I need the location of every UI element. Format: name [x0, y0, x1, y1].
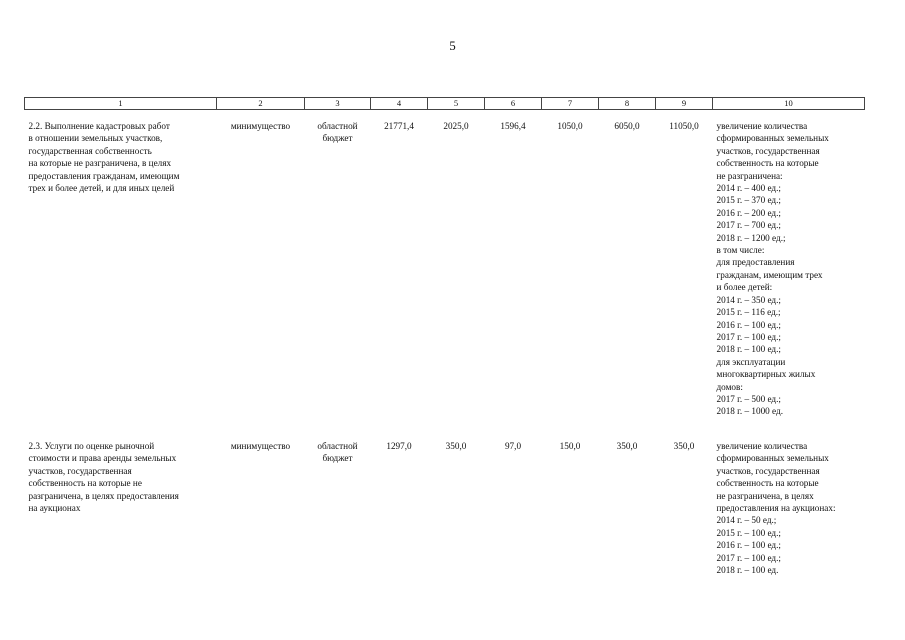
year-2014-cell: 350,0: [445, 441, 467, 451]
column-header-5: 5: [428, 98, 485, 110]
result-line: участков, государственная: [716, 145, 820, 156]
result-line: не разграничена, в целях: [716, 490, 814, 501]
measure-name-line: предоставления гражданам, имеющим: [28, 170, 180, 181]
measure-name-line: на которые не разграничена, в целях: [28, 158, 172, 169]
result-line: 2015 г. – 100 ед.;: [716, 527, 781, 538]
column-header-8: 8: [599, 98, 656, 110]
funding-source-line: бюджет: [322, 453, 353, 464]
result-line: предоставления на аукционах:: [716, 503, 836, 514]
year-2018-cell: 350,0: [673, 441, 695, 451]
measure-name-line: участков, государственная: [28, 465, 132, 476]
year-2015-cell: 1596,4: [500, 121, 526, 131]
result-line: 2016 г. – 100 ед.;: [716, 319, 781, 330]
column-header-2: 2: [217, 98, 305, 110]
measure-name-cell: [25, 430, 217, 576]
result-line: увеличение количества: [716, 441, 808, 451]
measure-name-line: разграничена, в целях предоставления: [28, 490, 179, 501]
column-header-9: 9: [656, 98, 713, 110]
total-cell: 1297,0: [386, 441, 412, 451]
result-line: сформированных земельных: [716, 133, 829, 144]
result-line: увеличение количества: [716, 121, 808, 131]
year-2016-cell: 1050,0: [557, 121, 583, 131]
result-line: сформированных земельных: [716, 453, 829, 464]
result-line: собственность на которые: [716, 158, 819, 169]
result-line: 2017 г. – 700 ед.;: [716, 220, 781, 231]
column-header-10: 10: [713, 98, 865, 110]
table-row: [25, 110, 865, 431]
result-line: 2017 г. – 100 ед.;: [716, 331, 781, 342]
page-number: 5: [449, 38, 456, 53]
result-line: для эксплуатации: [716, 356, 786, 367]
result-line: собственность на которые: [716, 478, 819, 489]
result-line: 2017 г. – 100 ед.;: [716, 552, 781, 563]
total-cell: 21771,4: [384, 121, 414, 131]
executor-cell: минимущество: [230, 121, 291, 131]
result-line: 2015 г. – 116 ед.;: [716, 307, 781, 318]
executor-cell: минимущество: [230, 441, 291, 451]
result-line: 2017 г. – 500 ед.;: [716, 393, 781, 404]
result-line: и более детей:: [716, 282, 773, 293]
funding-source-cell: [305, 430, 371, 576]
table-header: [25, 98, 865, 110]
result-line: для предоставления: [716, 257, 795, 268]
measure-name-line: в отношении земельных участков,: [28, 133, 163, 144]
result-line: не разграничена:: [716, 170, 783, 181]
program-table: [24, 97, 865, 576]
year-2015-cell: 97,0: [504, 441, 522, 451]
measure-name-line: 2.3. Услуги по оценке рыночной: [28, 441, 155, 451]
year-2018-cell: 11050,0: [669, 121, 699, 131]
column-header-4: 4: [371, 98, 428, 110]
result-line: 2018 г. – 100 ед.;: [716, 344, 781, 355]
result-line: 2015 г. – 370 ед.;: [716, 195, 781, 206]
measure-name-line: стоимости и права аренды земельных: [28, 453, 177, 464]
result-line: 2014 г. – 400 ед.;: [716, 183, 781, 194]
measure-name-line: собственность на которые не: [28, 478, 142, 489]
expected-result-cell: [713, 430, 865, 576]
result-line: многоквартирных жилых: [716, 369, 816, 380]
result-line: 2014 г. – 50 ед.;: [716, 515, 777, 526]
year-2017-cell: 6050,0: [614, 121, 640, 131]
column-header-7: 7: [542, 98, 599, 110]
year-2017-cell: 350,0: [616, 441, 638, 451]
column-header-1: 1: [25, 98, 217, 110]
result-line: 2018 г. – 100 ед.: [716, 565, 779, 576]
measure-name-line: на аукционах: [28, 503, 81, 514]
measure-name-cell: [25, 110, 217, 431]
result-line: 2016 г. – 200 ед.;: [716, 207, 781, 218]
funding-source-line: областной: [317, 121, 358, 131]
measure-name-line: государственная собственность: [28, 145, 152, 156]
result-line: в том числе:: [716, 245, 765, 256]
funding-source-line: бюджет: [322, 133, 353, 144]
table-row: [25, 430, 865, 576]
funding-source-cell: [305, 110, 371, 431]
measure-name-line: трех и более детей, и для иных целей: [28, 183, 175, 194]
result-line: участков, государственная: [716, 465, 820, 476]
result-line: 2014 г. – 350 ед.;: [716, 294, 781, 305]
funding-source-line: областной: [317, 441, 358, 451]
result-line: 2018 г. – 1200 ед.;: [716, 232, 786, 243]
year-2016-cell: 150,0: [559, 441, 581, 451]
result-line: 2018 г. – 1000 ед.: [716, 406, 783, 417]
result-line: 2016 г. – 100 ед.;: [716, 540, 781, 551]
column-header-6: 6: [485, 98, 542, 110]
year-2014-cell: 2025,0: [443, 121, 469, 131]
column-header-3: 3: [305, 98, 371, 110]
expected-result-cell: [713, 110, 865, 431]
result-line: домов:: [716, 381, 743, 392]
measure-name-line: 2.2. Выполнение кадастровых работ: [28, 121, 170, 131]
result-line: гражданам, имеющим трех: [716, 269, 823, 280]
